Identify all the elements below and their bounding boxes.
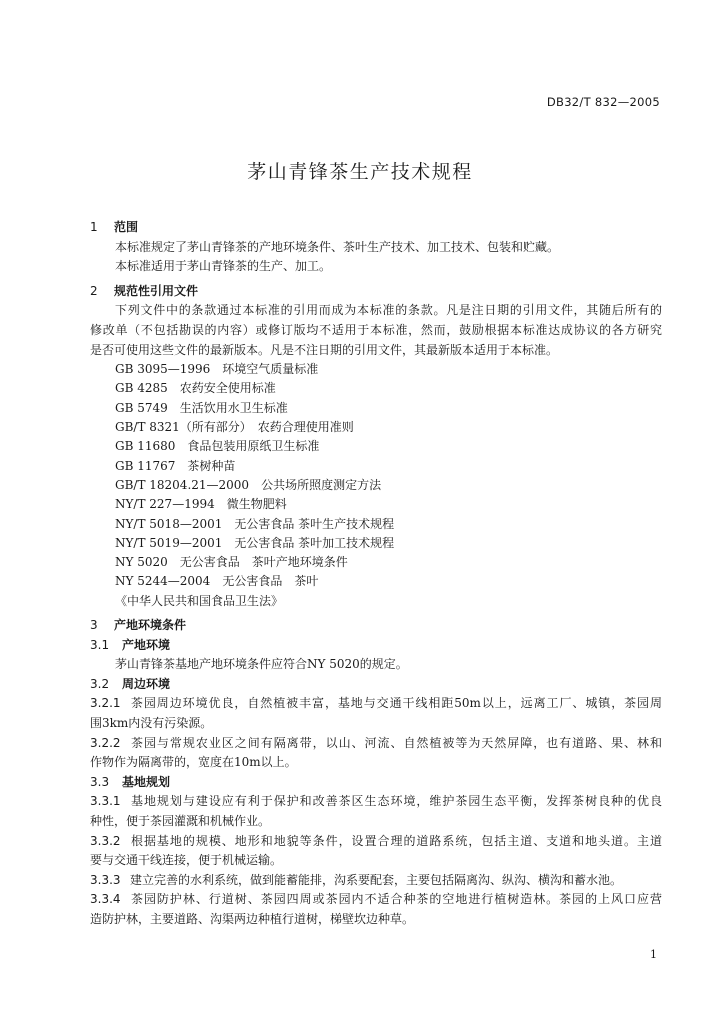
- section-heading-2: [90, 282, 662, 302]
- subsection-heading-3-3: [90, 773, 662, 793]
- clause-3-2-1-line: [90, 694, 662, 714]
- section-number: 3: [90, 618, 98, 633]
- clause-3-3-3-line: [90, 871, 662, 891]
- reference-item: NY/T 5019—2001 无公害食品 茶叶加工技术规程: [115, 535, 395, 550]
- page-number: 1: [650, 948, 657, 961]
- reference-item: GB 3095—1996 环境空气质量标准: [115, 362, 319, 377]
- reference-item: GB/T 8321（所有部分） 农药合理使用准则: [115, 420, 354, 435]
- clause-3-2-2-line: [90, 734, 662, 754]
- clause-number: 3.2.2: [90, 735, 121, 750]
- clause-continuation: 种性，便于茶园灌溉和机械作业。: [90, 813, 271, 828]
- clause-text: 茶园防护林、行道树、茶园四周或茶园内不适合种茶的空地进行植树造林。茶园的上风口应营: [130, 892, 662, 907]
- section-title: 范围: [114, 220, 139, 234]
- subsection-heading-3-2: [90, 675, 662, 695]
- subsection-heading-3-1: [90, 636, 662, 656]
- reference-item: NY/T 5018—2001 无公害食品 茶叶生产技术规程: [115, 516, 395, 531]
- paragraph-line: 是否可使用这些文件的最新版本。凡是不注日期的引用文件，其最新版本适用于本标准。: [90, 342, 559, 357]
- clause-continuation: 作物作为隔离带的，宽度在10m以上。: [90, 755, 297, 770]
- clause-continuation: 围3km内没有污染源。: [90, 715, 213, 730]
- clause-number: 3.3.2: [90, 833, 121, 848]
- subsection-title: 周边环境: [122, 676, 171, 691]
- clause-continuation: 要与交通干线连接，便于机械运输。: [90, 853, 283, 868]
- clause-number: 3.2.1: [90, 696, 121, 711]
- clause-text: 茶园与常规农业区之间有隔离带，以山、河流、自然植被等为天然屏障，也有道路、果、林和: [130, 735, 662, 750]
- clause-text: 基地规划与建设应有利于保护和改善茶区生态环境，维护茶园生态平衡，发挥茶树良种的优良: [130, 794, 662, 809]
- section-heading-1: [90, 218, 662, 238]
- subsection-number: 3.3: [90, 774, 110, 789]
- clause-3-3-4-line: [90, 890, 662, 910]
- reference-item: NY 5020 无公害食品 茶叶产地环境条件: [115, 555, 348, 570]
- reference-item: GB 5749 生活饮用水卫生标准: [115, 400, 288, 415]
- reference-item: 《中华人民共和国食品卫生法》: [115, 593, 284, 608]
- paragraph: 本标准规定了茅山青锋茶的产地环境条件、茶叶生产技术、加工技术、包装和贮藏。: [115, 239, 560, 254]
- reference-item: GB/T 18204.21—2000 公共场所照度测定方法: [115, 477, 382, 492]
- clause-number: 3.3.4: [90, 892, 121, 907]
- section-heading-3: [90, 616, 662, 636]
- clause-text: 根据基地的规模、地形和地貌等条件，设置合理的道路系统，包括主道、支道和地头道。主道: [130, 833, 662, 848]
- document-body: [90, 218, 662, 930]
- paragraph-line: 修改单（不包括勘误的内容）或修订版均不适用于本标准，然而，鼓励根据本标准达成协议的各方研究: [90, 322, 662, 337]
- clause-continuation: 造防护林，主要道路、沟渠两边种植行道树，梯壁坎边种草。: [90, 911, 415, 926]
- subsection-number: 3.1: [90, 637, 110, 652]
- reference-item: GB 11680 食品包装用原纸卫生标准: [115, 439, 320, 454]
- paragraph: 本标准适用于茅山青锋茶的生产、加工。: [115, 259, 332, 274]
- reference-item: GB 11767 茶树种苗: [115, 458, 236, 473]
- subsection-title: 产地环境: [122, 637, 171, 652]
- clause-number: 3.3.1: [90, 794, 121, 809]
- section-title: 规范性引用文件: [114, 283, 199, 298]
- document-title: 茅山青锋茶生产技术规程: [247, 161, 473, 183]
- clause-text: 建立完善的水利系统，做到能蓄能排，沟系要配套，主要包括隔离沟、纵沟、横沟和蓄水池。: [130, 872, 623, 887]
- paragraph-line: 下列文件中的条款通过本标准的引用而成为本标准的条款。凡是注日期的引用文件，其随后所有的: [115, 303, 662, 318]
- clause-text: 茶园周边环境优良，自然植被丰富，基地与交通干线相距50m以上，远离工厂、城镇，茶园周: [130, 696, 662, 711]
- reference-list: [90, 360, 662, 611]
- clause-3-3-1-line: [90, 792, 662, 812]
- subsection-number: 3.2: [90, 676, 110, 691]
- standard-code: DB32/T 832—2005: [546, 95, 660, 109]
- clause-3-3-2-line: [90, 832, 662, 852]
- section-number: 2: [90, 283, 98, 298]
- clause-number: 3.3.3: [90, 872, 121, 887]
- paragraph: 茅山青锋茶基地产地环境条件应符合NY 5020的规定。: [115, 657, 408, 672]
- subsection-title: 基地规划: [122, 774, 171, 789]
- reference-item: GB 4285 农药安全使用标准: [115, 381, 276, 396]
- section-number: 1: [90, 220, 98, 234]
- reference-item: NY 5244—2004 无公害食品 茶叶: [115, 574, 319, 589]
- reference-item: NY/T 227—1994 微生物肥料: [115, 497, 287, 512]
- section-title: 产地环境条件: [114, 618, 187, 633]
